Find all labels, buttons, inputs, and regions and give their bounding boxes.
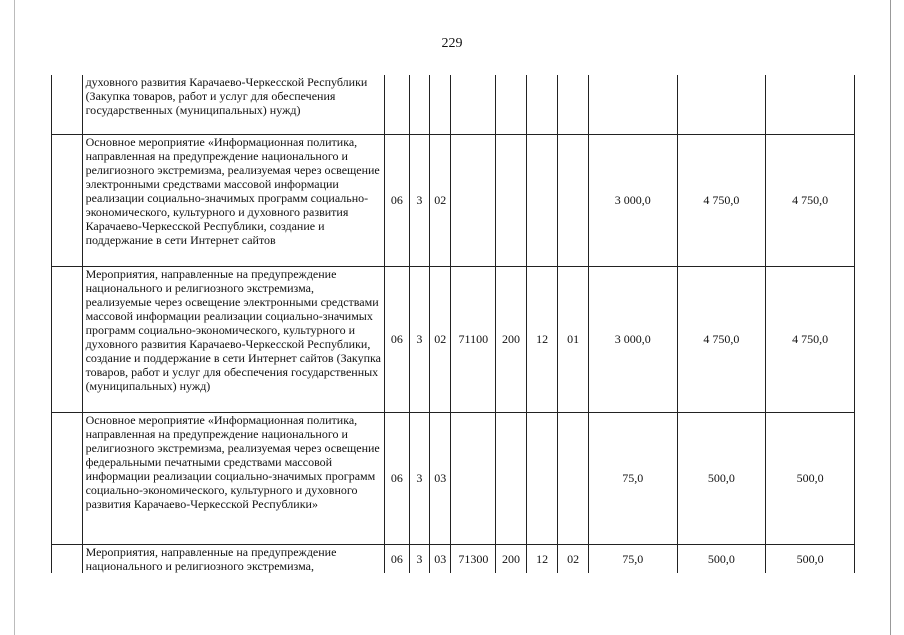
rz-code-cell: 12 xyxy=(526,266,558,412)
vr-code-cell: 200 xyxy=(496,266,527,412)
pr-code-cell: 02 xyxy=(558,544,589,573)
om-code-cell: 02 xyxy=(430,266,451,412)
pp-code-cell: 3 xyxy=(409,266,429,412)
om-code-cell: 03 xyxy=(430,544,451,573)
row-index-cell xyxy=(52,544,83,573)
direction-code-cell xyxy=(451,75,496,134)
gp-code-cell: 06 xyxy=(385,266,409,412)
year1-amount-cell xyxy=(588,75,677,134)
year1-amount-cell: 75,0 xyxy=(588,544,677,573)
table-row xyxy=(52,266,855,412)
year2-amount-cell: 4 750,0 xyxy=(677,134,766,266)
description-cell: Мероприятия, направленные на предупреждение национального и религиозного экстремизма, реализуемые через освещение электронными средствами массовой информации реализации социально-значимых программ социально-экономического, культурного и духовного развития Карачаево-Черкесской Республики, создание и поддержание в сети Интернет сайтов (Закупка товаров, работ и услуг для обеспечения государственных (муниципальных) нужд) xyxy=(82,266,385,412)
row-index-cell xyxy=(52,134,83,266)
pr-code-cell xyxy=(558,412,589,544)
rz-code-cell xyxy=(526,412,558,544)
row-index-cell xyxy=(52,266,83,412)
pp-code-cell xyxy=(409,75,429,134)
budget-table xyxy=(51,75,855,573)
table-row xyxy=(52,75,855,134)
year3-amount-cell: 4 750,0 xyxy=(766,134,855,266)
direction-code-cell xyxy=(451,412,496,544)
vr-code-cell xyxy=(496,134,527,266)
row-index-cell xyxy=(52,75,83,134)
year2-amount-cell xyxy=(677,75,766,134)
gp-code-cell xyxy=(385,75,409,134)
year2-amount-cell: 500,0 xyxy=(677,544,766,573)
vr-code-cell xyxy=(496,412,527,544)
pr-code-cell xyxy=(558,134,589,266)
description-cell: духовного развития Карачаево-Черкесской Республики (Закупка товаров, работ и услуг для обеспечения государственных (муниципальных) нужд) xyxy=(82,75,385,134)
direction-code-cell xyxy=(451,134,496,266)
pp-code-cell: 3 xyxy=(409,412,429,544)
om-code-cell xyxy=(430,75,451,134)
rz-code-cell xyxy=(526,75,558,134)
year3-amount-cell xyxy=(766,75,855,134)
pp-code-cell: 3 xyxy=(409,544,429,573)
year2-amount-cell: 4 750,0 xyxy=(677,266,766,412)
description-cell: Мероприятия, направленные на предупреждение национального и религиозного экстремизма, xyxy=(82,544,385,573)
rz-code-cell xyxy=(526,134,558,266)
year3-amount-cell: 500,0 xyxy=(766,412,855,544)
direction-code-cell: 71100 xyxy=(451,266,496,412)
pr-code-cell xyxy=(558,75,589,134)
gp-code-cell: 06 xyxy=(385,134,409,266)
gp-code-cell: 06 xyxy=(385,412,409,544)
om-code-cell: 03 xyxy=(430,412,451,544)
scan-right-edge xyxy=(890,0,891,635)
year1-amount-cell: 75,0 xyxy=(588,412,677,544)
row-index-cell xyxy=(52,412,83,544)
pr-code-cell: 01 xyxy=(558,266,589,412)
table-row xyxy=(52,134,855,266)
table-row xyxy=(52,544,855,573)
table-row xyxy=(52,412,855,544)
year1-amount-cell: 3 000,0 xyxy=(588,134,677,266)
om-code-cell: 02 xyxy=(430,134,451,266)
year3-amount-cell: 4 750,0 xyxy=(766,266,855,412)
vr-code-cell xyxy=(496,75,527,134)
pp-code-cell: 3 xyxy=(409,134,429,266)
year3-amount-cell: 500,0 xyxy=(766,544,855,573)
gp-code-cell: 06 xyxy=(385,544,409,573)
vr-code-cell: 200 xyxy=(496,544,527,573)
scan-left-edge xyxy=(14,0,15,635)
year2-amount-cell: 500,0 xyxy=(677,412,766,544)
page-number: 229 xyxy=(441,36,463,51)
year1-amount-cell: 3 000,0 xyxy=(588,266,677,412)
description-cell: Основное мероприятие «Информационная политика, направленная на предупреждение национального и религиозного экстремизма, реализуемая через освещение электронными средствами массовой информации реализации социально-значимых программ социально-экономического, культурного и духовного развития Карачаево-Черкесской Республики, создание и поддержание в сети Интернет сайтов xyxy=(82,134,385,266)
description-cell: Основное мероприятие «Информационная политика, направленная на предупреждение национального и религиозного экстремизма, реализуемая через освещение федеральными печатными средствами массовой информации реализации социально-значимых программ социально-экономического, культурного и духовного развития Карачаево-Черкесской Республики» xyxy=(82,412,385,544)
direction-code-cell: 71300 xyxy=(451,544,496,573)
rz-code-cell: 12 xyxy=(526,544,558,573)
